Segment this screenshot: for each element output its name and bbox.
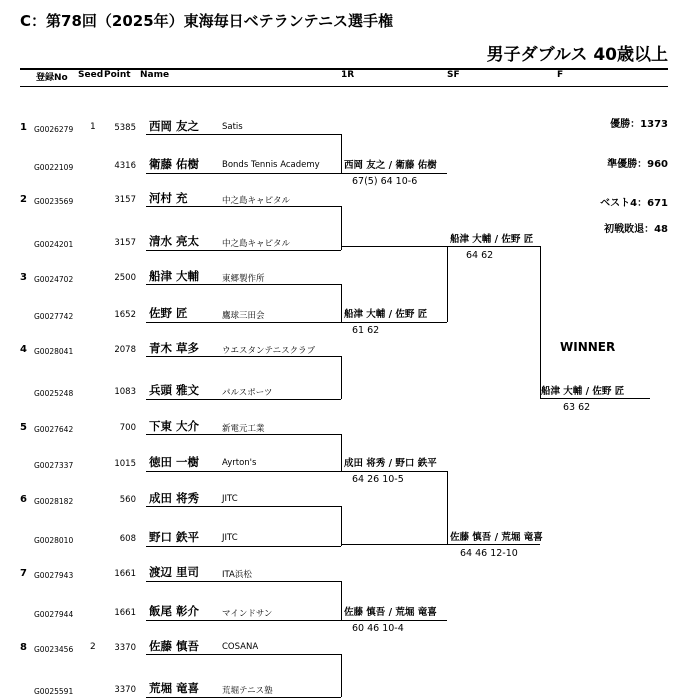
entry-point: 3157 — [114, 238, 136, 248]
column-header-name: Name — [140, 70, 170, 80]
bracket-line — [146, 506, 341, 507]
match-team-1r-4: 佐藤 慎吾 / 荒堀 竜喜 — [344, 607, 437, 618]
entry-name: 兵頭 雅文 — [149, 383, 200, 397]
bracket-line — [341, 134, 342, 173]
bracket-line — [146, 581, 341, 582]
entry-number: 3 — [20, 272, 27, 283]
bracket-line — [447, 544, 540, 545]
entry-point: 700 — [119, 423, 136, 433]
header-rule-bottom — [20, 86, 668, 87]
entry-regno: G0023569 — [34, 197, 74, 206]
entry-name: 飯尾 彰介 — [149, 604, 200, 618]
match-score-1r-3: 64 26 10-5 — [352, 474, 404, 485]
entry-number: 1 — [20, 122, 27, 133]
entry-regno: G0025248 — [34, 389, 74, 398]
bracket-line — [146, 322, 341, 323]
entry-name: 清水 亮太 — [149, 234, 200, 248]
bracket-line — [146, 546, 341, 547]
entry-club: ウエスタンテニスクラブ — [222, 346, 316, 356]
column-header-f: F — [557, 70, 564, 80]
entry-name: 佐藤 慎吾 — [149, 639, 200, 653]
bracket-line — [540, 246, 541, 398]
bracket-line — [146, 173, 341, 174]
entry-point: 2078 — [114, 345, 136, 355]
bracket-line — [146, 134, 341, 135]
bracket-line — [146, 356, 341, 357]
entry-name: 野口 鉄平 — [149, 530, 200, 544]
column-header-point: Point — [104, 70, 131, 80]
prize-runnerup: 準優勝：960 — [607, 159, 668, 170]
match-team-1r-1: 西岡 友之 / 衛藤 佑樹 — [344, 160, 437, 171]
bracket-line — [447, 471, 448, 544]
bracket-line — [341, 246, 447, 247]
entry-club: 荒堀テニス塾 — [222, 686, 273, 696]
match-team-sf-2: 佐藤 慎吾 / 荒堀 竜喜 — [450, 532, 543, 543]
bracket-line — [341, 356, 342, 399]
entry-seed: 2 — [90, 642, 96, 652]
bracket-line — [447, 246, 540, 247]
entry-name: 荒堀 竜喜 — [149, 681, 200, 695]
bracket-line — [341, 581, 342, 620]
entry-regno: G0025591 — [34, 687, 74, 696]
match-score-sf-2: 64 46 12-10 — [460, 548, 518, 559]
entry-point: 1083 — [114, 387, 136, 397]
bracket-line — [341, 322, 447, 323]
entry-regno: G0027337 — [34, 461, 74, 470]
bracket-line — [540, 398, 650, 399]
entry-club: マインドサン — [222, 609, 273, 619]
event-category: 男子ダブルス 40歳以上 — [486, 45, 668, 65]
match-team-final: 船津 大輔 / 佐野 匠 — [541, 386, 625, 397]
entry-club: ITA浜松 — [222, 570, 252, 580]
entry-number: 2 — [20, 194, 27, 205]
match-score-sf-1: 64 62 — [466, 250, 494, 261]
entry-regno: G0028010 — [34, 536, 74, 545]
entry-point: 1661 — [114, 608, 136, 618]
entry-regno: G0028041 — [34, 347, 74, 356]
entry-club: Ayrton's — [222, 458, 257, 468]
match-team-1r-3: 成田 将秀 / 野口 鉄平 — [344, 458, 437, 469]
entry-regno: G0027943 — [34, 571, 74, 580]
bracket-line — [146, 250, 341, 251]
match-team-1r-2: 船津 大輔 / 佐野 匠 — [344, 309, 428, 320]
bracket-line — [447, 246, 448, 322]
bracket-line — [341, 434, 342, 471]
bracket-line — [341, 173, 447, 174]
entry-name: 成田 将秀 — [149, 491, 200, 505]
entry-number: 6 — [20, 494, 27, 505]
entry-number: 8 — [20, 642, 27, 653]
entry-regno: G0022109 — [34, 163, 74, 172]
entry-point: 3157 — [114, 195, 136, 205]
entry-regno: G0027642 — [34, 425, 74, 434]
entry-club: 中之島キャピタル — [222, 196, 291, 206]
entry-club: Bonds Tennis Academy — [222, 160, 320, 170]
match-team-sf-1: 船津 大輔 / 佐野 匠 — [450, 234, 534, 245]
column-header-1r: 1R — [341, 70, 355, 80]
entry-name: 渡辺 里司 — [149, 565, 200, 579]
bracket-line — [341, 471, 447, 472]
column-header-sf: SF — [447, 70, 460, 80]
match-score-1r-4: 60 46 10-4 — [352, 623, 404, 634]
entry-name: 佐野 匠 — [149, 306, 188, 320]
bracket-line — [146, 471, 341, 472]
bracket-line — [341, 620, 447, 621]
entry-number: 5 — [20, 422, 27, 433]
column-header-regno: 登録No — [36, 73, 68, 83]
bracket-line — [341, 206, 342, 250]
bracket-line — [146, 434, 341, 435]
entry-point: 3370 — [114, 685, 136, 695]
bracket-line — [341, 544, 447, 545]
entry-regno: G0024201 — [34, 240, 74, 249]
bracket-line — [341, 654, 342, 697]
entry-club: 鷹球三田会 — [222, 311, 265, 321]
entry-number: 4 — [20, 344, 27, 355]
page-title: C：第78回（2025年）東海毎日ベテランテニス選手権 — [20, 12, 394, 30]
entry-point: 3370 — [114, 643, 136, 653]
match-score-final: 63 62 — [563, 402, 591, 413]
entry-number: 7 — [20, 568, 27, 579]
bracket-line — [146, 206, 341, 207]
bracket-line — [146, 697, 341, 698]
entry-club: COSANA — [222, 642, 259, 652]
entry-club: JITC — [222, 494, 238, 504]
prize-firstround: 初戦敗退：48 — [604, 224, 668, 235]
entry-name: 徳田 一樹 — [149, 455, 200, 469]
prize-best4: ベスト4：671 — [600, 198, 668, 209]
bracket-line — [146, 620, 341, 621]
entry-seed: 1 — [90, 122, 96, 132]
entry-point: 1015 — [114, 459, 136, 469]
entry-name: 船津 大輔 — [149, 269, 200, 283]
entry-point: 2500 — [114, 273, 136, 283]
entry-point: 560 — [119, 495, 136, 505]
entry-club: Satis — [222, 122, 243, 132]
entry-name: 下東 大介 — [149, 419, 200, 433]
entry-point: 1661 — [114, 569, 136, 579]
entry-regno: G0028182 — [34, 497, 74, 506]
entry-club: 新電元工業 — [222, 424, 265, 434]
entry-regno: G0024702 — [34, 275, 74, 284]
winner-label: WINNER — [560, 340, 616, 354]
entry-regno: G0027742 — [34, 312, 74, 321]
match-score-1r-2: 61 62 — [352, 325, 380, 336]
prize-champion: 優勝：1373 — [610, 119, 668, 130]
entry-name: 西岡 友之 — [149, 119, 200, 133]
entry-regno: G0026279 — [34, 125, 74, 134]
bracket-line — [146, 284, 341, 285]
bracket-line — [146, 654, 341, 655]
entry-name: 衛藤 佑樹 — [149, 157, 200, 171]
entry-name: 青木 草多 — [149, 341, 200, 355]
entry-point: 4316 — [114, 161, 136, 171]
match-score-1r-1: 67(5) 64 10-6 — [352, 176, 418, 187]
entry-regno: G0023456 — [34, 645, 74, 654]
entry-club: JITC — [222, 533, 238, 543]
entry-name: 河村 充 — [149, 191, 188, 205]
entry-point: 1652 — [114, 310, 136, 320]
entry-club: パルスポーツ — [222, 388, 273, 398]
entry-point: 5385 — [114, 123, 136, 133]
column-header-seed: Seed — [78, 70, 104, 80]
entry-point: 608 — [119, 534, 136, 544]
entry-regno: G0027944 — [34, 610, 74, 619]
entry-club: 東郷製作所 — [222, 274, 265, 284]
bracket-line — [341, 506, 342, 546]
bracket-line — [341, 284, 342, 322]
entry-club: 中之島キャピタル — [222, 239, 291, 249]
bracket-line — [146, 399, 341, 400]
